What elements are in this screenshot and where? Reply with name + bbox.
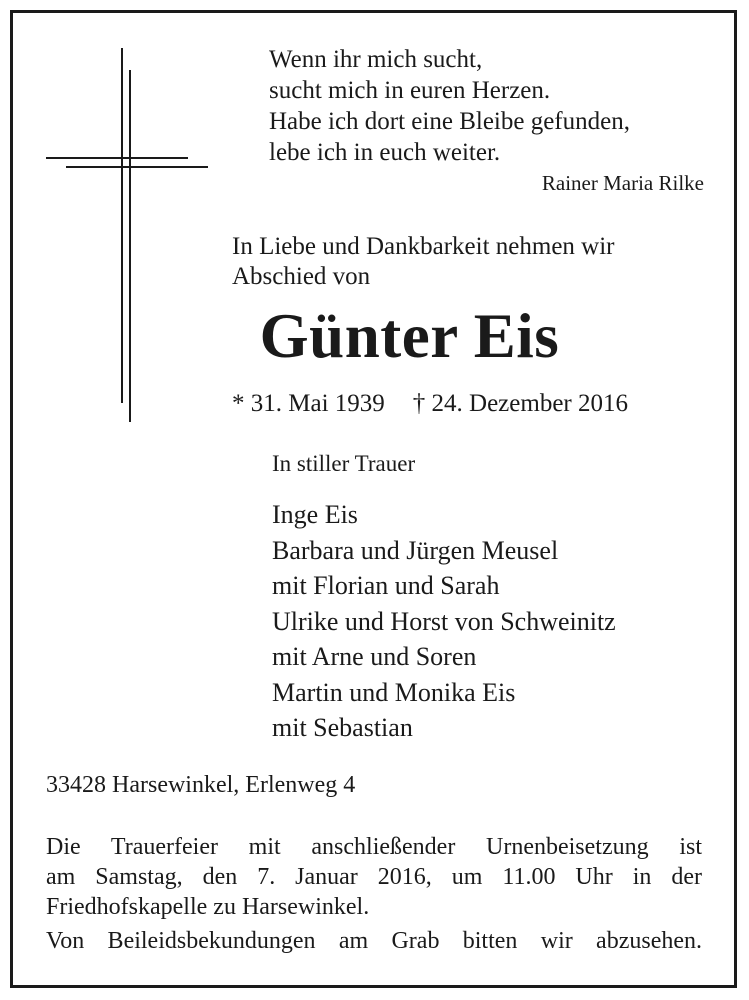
deceased-name: Günter Eis xyxy=(259,301,560,371)
mourning-label: In stiller Trauer xyxy=(272,451,416,476)
family-member: mit Arne und Soren xyxy=(272,642,477,671)
family-list xyxy=(272,497,616,746)
family-member: Martin und Monika Eis xyxy=(272,677,516,707)
intro-line: Abschied von xyxy=(232,263,371,290)
poem-line: sucht mich in euren Herzen. xyxy=(269,77,551,104)
cross-horizontal-line-offset xyxy=(66,166,208,168)
family-member: Ulrike und Horst von Schweinitz xyxy=(272,606,616,636)
life-dates xyxy=(232,390,628,418)
service-line: Friedhofskapelle zu Harsewinkel. xyxy=(46,894,370,920)
intro-line: In Liebe und Dankbarkeit nehmen wir xyxy=(232,233,615,260)
family-member: mit Florian und Sarah xyxy=(272,571,500,600)
condolence-request: Von Beileidsbekundungen am Grab bitten wir abzusehen. xyxy=(46,928,702,954)
service-line: am Samstag, den 7. Januar 2016, um 11.00 Uhr in der xyxy=(46,864,702,890)
family-member: mit Sebastian xyxy=(272,713,413,742)
birth-date: * 31. Mai 1939 xyxy=(232,390,385,417)
family-member: Barbara und Jürgen Meusel xyxy=(272,535,559,565)
poem xyxy=(269,44,630,168)
service-info xyxy=(46,832,702,922)
intro-text xyxy=(232,232,615,292)
address: 33428 Harsewinkel, Erlenweg 4 xyxy=(46,772,356,798)
family-member: Inge Eis xyxy=(272,500,358,529)
service-line: Die Trauerfeier mit anschließender Urnenbeisetzung ist xyxy=(46,834,702,860)
cross-horizontal-line xyxy=(46,157,188,159)
poem-author: Rainer Maria Rilke xyxy=(541,171,704,195)
poem-line: Wenn ihr mich sucht, xyxy=(269,46,483,73)
poem-line: Habe ich dort eine Bleibe gefunden, xyxy=(269,108,630,135)
poem-line: lebe ich in euch weiter. xyxy=(269,139,501,166)
death-date: † 24. Dezember 2016 xyxy=(412,390,628,417)
